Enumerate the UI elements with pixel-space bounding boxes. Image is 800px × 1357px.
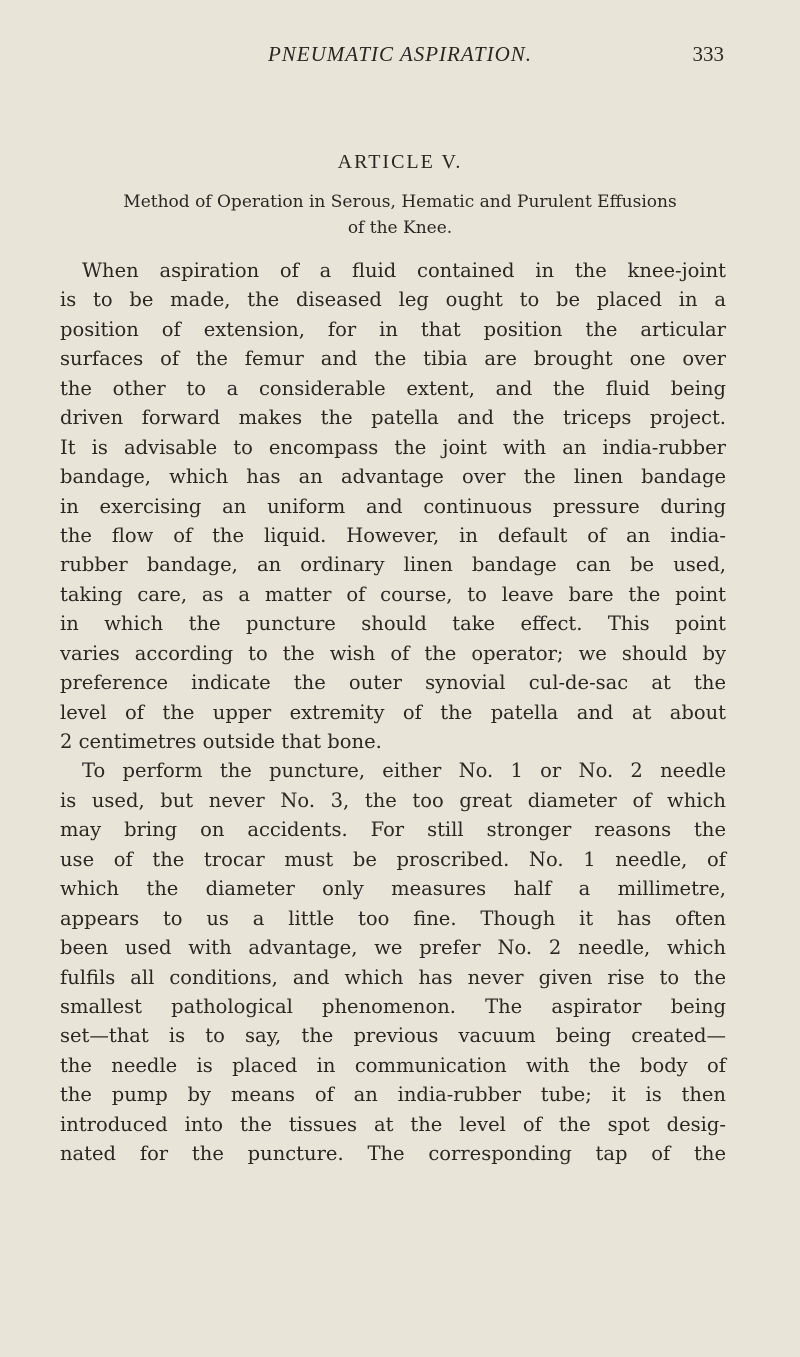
running-title: PNEUMATIC ASPIRATION. [267,42,533,66]
text-line: may bring on accidents. For still stronger reasons the [60,818,726,842]
article-subtitle-line: of the Knee. [347,218,453,238]
text-line: the needle is placed in communication with the body of [60,1053,726,1077]
text-line: nated for the puncture. The corresponding tap of the [60,1142,726,1166]
text-line: the pump by means of an india-rubber tube; it is then [60,1083,726,1107]
page-number: 333 [692,42,724,66]
text-line: preference indicate the outer synovial cul-de-sac at the [60,671,726,695]
text-line: set—that is to say, the previous vacuum being created— [60,1024,726,1048]
text-line: surfaces of the femur and the tibia are brought one over [60,347,726,371]
text-line: which the diameter only measures half a millimetre, [60,877,726,901]
text-line: driven forward makes the patella and the triceps project. [60,406,726,430]
text-line: in exercising an uniform and continuous pressure during [60,494,726,518]
text-line: the flow of the liquid. However, in default of an india- [60,523,726,547]
text-line: taking care, as a matter of course, to leave bare the point [60,582,726,606]
article-heading: ARTICLE V. [337,151,463,173]
text-line: is to be made, the diseased leg ought to be placed in a [60,288,726,312]
text-line: in which the puncture should take effect. This point [60,612,726,636]
text-line: introduced into the tissues at the level of the spot desig- [60,1112,726,1136]
text-line: position of extension, for in that position the articular [60,317,726,341]
running-head [0,42,800,74]
text-line: varies according to the wish of the operator; we should by [60,641,726,665]
text-line: the other to a considerable extent, and the fluid being [60,376,726,400]
text-line: bandage, which has an advantage over the linen bandage [60,465,726,489]
body-text [0,256,800,1169]
text-line: level of the upper extremity of the patella and at about [60,700,726,724]
article-subtitle-line: Method of Operation in Serous, Hematic and Purulent Effusions [123,192,677,212]
article-subtitle [0,189,800,241]
text-line: fulfils all conditions, and which has never given rise to the [60,965,726,989]
text-line: appears to us a little too fine. Though it has often [60,906,726,930]
text-line: use of the trocar must be proscribed. No. 1 needle, of [60,847,726,871]
text-line: been used with advantage, we prefer No. 2 needle, which [60,936,726,960]
text-line: When aspiration of a fluid contained in the knee-joint [82,259,726,282]
text-line: is used, but never No. 3, the too great diameter of which [60,788,726,812]
text-line: rubber bandage, an ordinary linen bandage can be used, [60,553,726,577]
text-line: smallest pathological phenomenon. The aspirator being [60,994,726,1018]
text-line: 2 centimetres outside that bone. [60,730,382,753]
text-line: To perform the puncture, either No. 1 or No. 2 needle [82,759,726,783]
text-line: It is advisable to encompass the joint with an india-rubber [60,435,726,459]
